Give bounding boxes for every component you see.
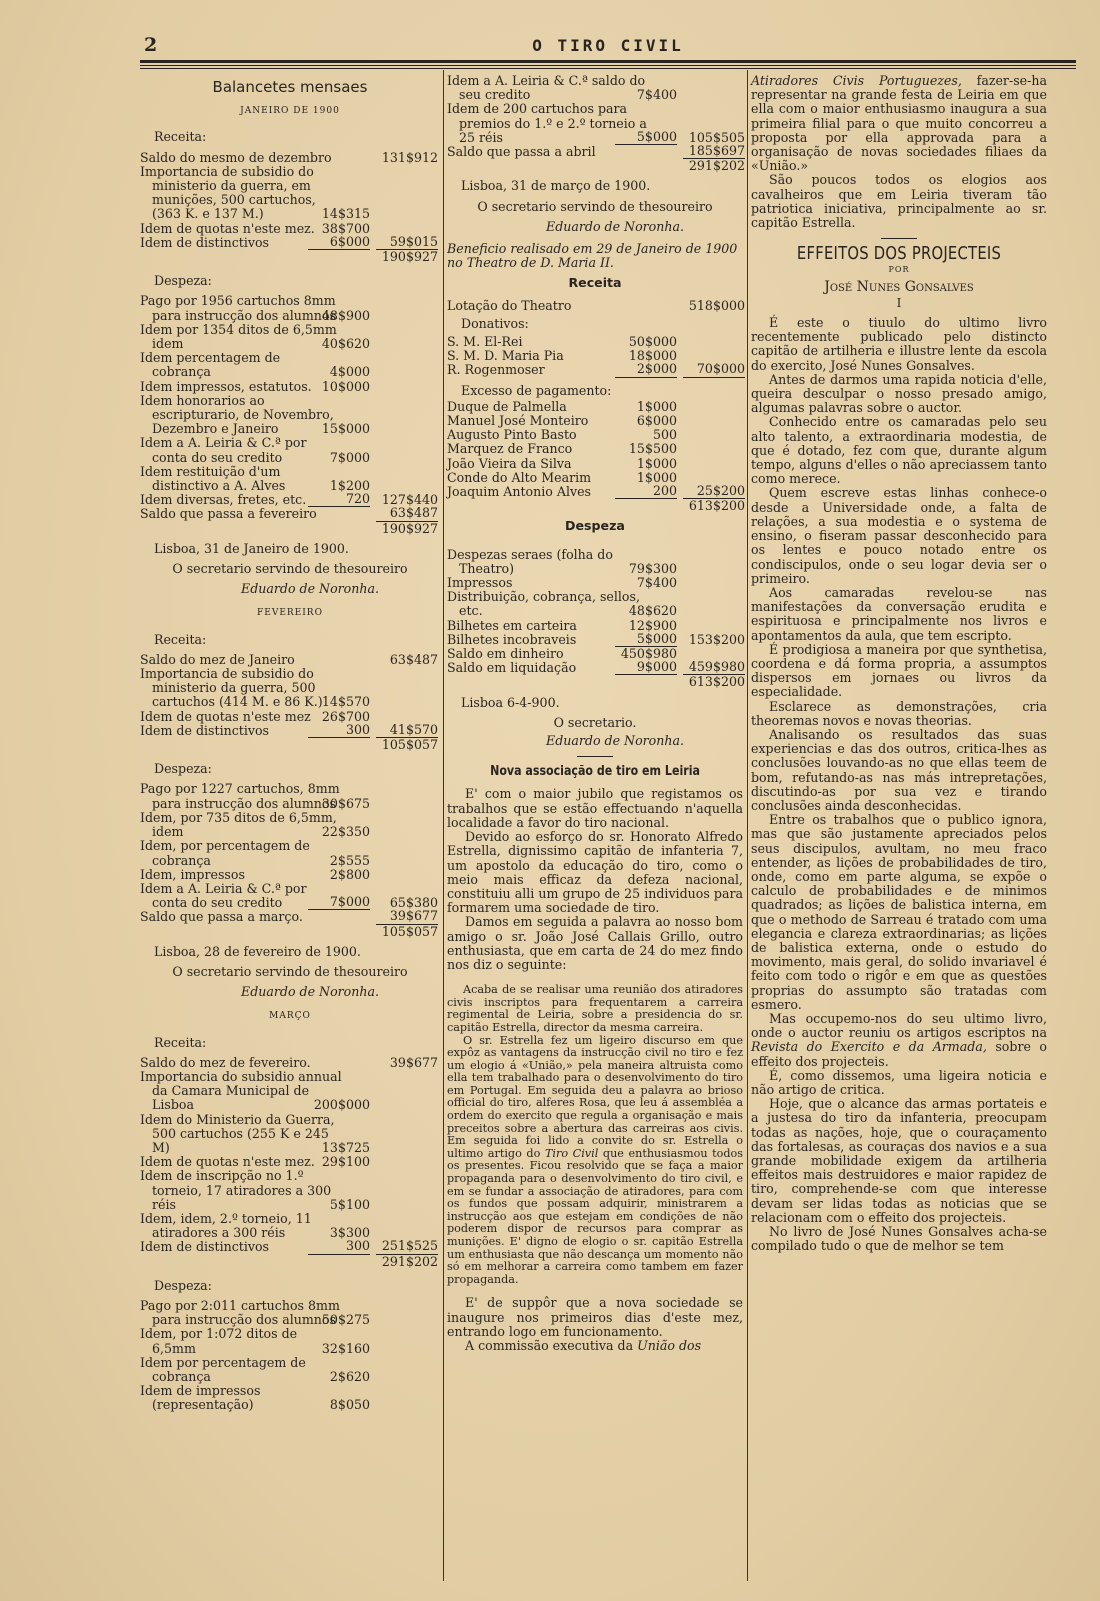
paragraph: É este o tiuulo do ultimo livro recentemente publicado pelo distincto capitão de artilheria e illustre lente da escola do exercito, José Nunes Gonsalves. (751, 315, 1047, 373)
divider (577, 756, 613, 757)
ledger-description: Idem a A. Leiria & C.ª por conta do seu credito (140, 880, 307, 911)
receita-label: Receita: (154, 631, 207, 647)
ledger-amount: 7$400 (636, 87, 677, 103)
ledger-amount: 32$160 (321, 1340, 370, 1356)
despeza-label: Despeza: (154, 761, 212, 777)
ledger-row (447, 400, 743, 414)
ledger-row (140, 165, 440, 222)
donativos-label: Donativos: (461, 315, 529, 331)
ledger-despeza-theatro (447, 548, 743, 676)
ledger-amount: 50$000 (628, 334, 677, 350)
ledger-description: Saldo em dinheiro (447, 646, 564, 662)
paragraph: São poucos todos os elogios aos cavalheiros que em Leiria tiveram tão patriotica iniciativa, principalmente ao sr. capitão Estrella. (751, 172, 1047, 231)
ledger-row (447, 630, 745, 647)
ledger-amount: 15$500 (628, 441, 677, 457)
despeza-heading: Despeza (565, 518, 625, 534)
ledger-amount: 500 (652, 427, 677, 443)
column-middle (447, 74, 743, 1353)
ledger-row (140, 721, 440, 738)
ledger-subtotal: 39$677 (376, 909, 438, 924)
ledger-subtotal: 25$200 (683, 484, 745, 499)
paragraph: No livro de José Nunes Gonsalves acha-se compilado tudo o que de melhor se tem (751, 1224, 1047, 1254)
ledger-description: Conde do Alto Mearim (447, 469, 592, 485)
month-heading-marco: MARÇO (269, 1011, 311, 1022)
ledger-row (140, 868, 440, 882)
ledger-description: Importancia de subsidio do ministerio da guerra, em munições, 500 cartuchos, (363 K. e 137 M.) (140, 163, 316, 222)
paragraph: Esclarece as demonstrações, cria theoremas novos e novas theorias. (751, 698, 1047, 728)
ledger-amount: 9$000 (615, 660, 677, 675)
paragraph: Conhecido entre os camaradas pelo seu alto talento, a extraordinaria modestia, de que é dotado, fez com que, durante algum tempo, alguns d'elles o não apreciassem tanto como merece. (751, 414, 1047, 487)
ledger-amount: 3$300 (329, 1225, 370, 1241)
ledger-amount: 2$000 (615, 362, 677, 377)
ledger-description: Distribuição, cobrança, sellos, etc. (447, 589, 640, 619)
ledger-total: 190$927 (381, 520, 438, 536)
receita-label: Receita: (154, 129, 207, 145)
ledger-subtotal: 59$015 (376, 235, 438, 250)
ledger-description: Bilhetes incobraveis (447, 631, 577, 647)
ledger-total: 291$202 (688, 158, 745, 174)
ledger-description: Pago por 2:011 cartuchos 8mm para instrucção dos alumnos (140, 1297, 340, 1328)
ledger-row (140, 323, 440, 351)
paragraph: Quem escreve estas linhas conhece-o desde a Universidade onde, a falta de relações, a sua modestia e o systema de ensino, o fiseram passar desconhecido para os lentes e pouco notado entre os condiscipulos, onde o seu logar devia ser o primeiro. (751, 485, 1047, 586)
ledger-total: 291$202 (381, 1253, 438, 1269)
ledger-row (140, 1056, 440, 1070)
paragraph: Aos camaradas revelou-se nas manifestações da conversação erudita e espirituosa e principalmente nos livros e apontamentos da aula, que tem escripto. (751, 584, 1047, 643)
column-balancetes (140, 74, 440, 1413)
ledger-description: Idem, idem, 2.º torneio, 11 atiradores a 300 réis (140, 1210, 312, 1241)
ledger-description: Idem restituição d'um distinctivo a A. Alves (140, 463, 286, 494)
ledger-total: 613$200 (688, 498, 745, 514)
ledger-description: Saldo que passa a fevereiro (140, 506, 317, 522)
ledger-description: Idem de 200 cartuchos para premios do 1.º e 2.º torneio a 25 réis (447, 101, 647, 145)
ledger-amount: 5$100 (329, 1196, 370, 1212)
ledger-description: Idem de distinctivos (140, 1239, 270, 1255)
author-name: José Nunes Gonsalves (824, 278, 974, 295)
ledger-fev-receita (140, 653, 440, 738)
ledger-amount: 5$000 (615, 632, 677, 647)
ledger-description: Idem, impressos (140, 866, 245, 882)
paragraph: Analisando os resultados das suas experiencias e das dos outros, critica-lhes as conclusões louvando-as no que ellas teem de bom, refutando-as nas más intrepretações, discutindo-as por sua vez e tirando conclusões ainda desconhecidas. (751, 726, 1047, 813)
ledger-description: Idem, por percentagem de cobrança (140, 838, 310, 868)
ledger-subtotal: 41$570 (376, 723, 438, 738)
column-right (751, 74, 1047, 1253)
divider (881, 238, 917, 239)
ledger-amount: 8$050 (329, 1397, 370, 1413)
ledger-row (140, 882, 440, 910)
ledger-row (140, 1169, 440, 1212)
paragraph: A commissão executiva da União dos (465, 1337, 702, 1353)
header-rule-thin-2 (140, 68, 1076, 69)
ledger-amount: 720 (308, 492, 370, 507)
ledger-description: João Vieira da Silva (447, 455, 572, 471)
ledger-description: Idem a A. Leiria & C.ª saldo do seu credito (447, 73, 646, 103)
secretary-line: O secretario servindo de thesoureiro (477, 198, 713, 214)
page-header (140, 28, 1076, 60)
ledger-description: Manuel José Monteiro (447, 413, 589, 429)
ledger-amount: 7$000 (329, 449, 370, 465)
ledger-row (140, 1327, 440, 1355)
date-line: Lisboa 6-4-900. (461, 694, 560, 710)
ledger-row (447, 457, 743, 471)
ledger-amount: 10$000 (321, 378, 370, 394)
date-line: Lisboa, 31 de março de 1900. (461, 178, 651, 194)
secretary-line: O secretario servindo de thesoureiro (172, 963, 408, 979)
ledger-amount: 300 (308, 1239, 370, 1254)
ledger-amount: 30$675 (321, 795, 370, 811)
ledger-total: 105$057 (381, 737, 438, 753)
ledger-amount: 15$000 (321, 421, 370, 437)
ledger-mar-receita (140, 1056, 440, 1255)
despeza-label: Despeza: (154, 273, 212, 289)
ledger-amount: 7$000 (308, 895, 370, 910)
paragraph: É, como dissemos, uma ligeira noticia e não artigo de critica. (751, 1067, 1047, 1098)
ledger-row (447, 576, 743, 590)
ledger-amount: 200 (615, 484, 677, 499)
ledger-amount: 5$000 (615, 130, 677, 145)
ledger-description: Pago por 1956 cartuchos 8mm para instrucção dos alumnos (140, 293, 336, 323)
ledger-row (447, 145, 743, 159)
paragraph: Entre os trabalhos que o publico ignora, mas que são justamente apreciados pelos seus discipulos, avultam, no meu fraco entender, as lições de probabilidades de tiro, onde, como em parte alguma, se expõe o calculo de probabilidades e de minimos quadrados; as lições de balistica interna, em que o methodo de Sarreau é tratado com uma elegancia e clareza extraordinarias; as lições de balistica externa, onde o estudo do movimento, mais geral, do solido invariavel é feito com todo o rigôr e em que as questões proprias do assumpto são tratadas com esmero. (751, 812, 1047, 1012)
ledger-row (140, 1070, 440, 1113)
ledger-mar-despeza (140, 1299, 440, 1413)
ledger-row: Lotação do Theatro 518$000 (447, 297, 745, 313)
ledger-description: Idem a A. Leiria & C.ª por conta do seu credito (140, 435, 307, 465)
paragraph: Damos em seguida a palavra ao nosso bom amigo o sr. João José Callais Grillo, outro enthusiasta, que em carta de 24 do mez findo nos diz o seguinte: (447, 914, 743, 972)
ledger-description: Idem diversas, fretes, etc. (140, 492, 307, 508)
column-divider-2 (747, 70, 748, 1581)
ledger-amount: 48$900 (321, 307, 370, 323)
ledger-description: Idem de quotas n'este mez (140, 708, 311, 724)
ledger-row (140, 1155, 440, 1169)
ledger-subtotal: 70$000 (683, 362, 745, 377)
ledger-amount: 18$000 (628, 348, 677, 364)
ledger-amount: 14$315 (321, 206, 370, 222)
ledger-row (447, 442, 743, 456)
ledger-excesso (447, 400, 743, 499)
ledger-row (447, 661, 743, 675)
ledger-description: Idem, por 735 ditos de 6,5mm, idem (140, 809, 337, 840)
ledger-row (140, 1299, 440, 1327)
section-title: Balancetes mensaes (212, 78, 368, 96)
header-rule-thin (140, 65, 1076, 66)
ledger-row (140, 233, 440, 250)
date-line: Lisboa, 31 de Janeiro de 1900. (154, 540, 349, 556)
quoted-paragraph: Acaba de se realisar uma reunião dos atiradores civis inscriptos para frequentarem a carreira regimental de Leiria, sobre a presidencia do sr. capitão Estrella, director da mesma carreira. (447, 983, 743, 1034)
ledger-description: Saldo do mesmo de dezembro (140, 149, 332, 165)
ledger-row (447, 590, 743, 618)
ledger-row (140, 1240, 440, 1254)
ledger-amount: 79$300 (628, 560, 677, 576)
ledger-description: Bilhetes em carteira (447, 617, 577, 633)
ledger-row (140, 151, 440, 165)
ledger-row (140, 1356, 440, 1384)
ledger-description: Joaquim Antonio Alves (447, 484, 592, 500)
newspaper-title: O TIRO CIVIL (532, 36, 684, 55)
ledger-amount: 300 (308, 723, 370, 738)
paragraph: E' de suppôr que a nova sociedade se inaugure nos primeiros dias d'este mez, entrando logo em funcionamento. (447, 1295, 743, 1339)
ledger-total: 105$057 (381, 923, 438, 939)
ledger-subtotal: 131$912 (381, 149, 438, 165)
ledger-row (447, 335, 743, 349)
signature: Eduardo de Noronha. (546, 733, 684, 749)
ledger-row (447, 363, 743, 377)
month-heading-janeiro: JANEIRO DE 1900 (240, 106, 340, 117)
ledger-description: Idem de quotas n'este mez. (140, 220, 315, 236)
ledger-row (140, 465, 440, 493)
ledger-row (140, 910, 440, 924)
ledger-description: Importancia do subsidio annual da Camara Municipal de Lisboa (140, 1068, 342, 1113)
secretary-line: O secretario. (553, 714, 637, 730)
ledger-description: Idem de quotas n'este mez. (140, 1154, 315, 1170)
ledger-description: Idem honorarios ao escripturario, de Novembro, Dezembro e Janeiro (140, 392, 334, 437)
ledger-amount: 450$980 (620, 646, 677, 662)
ledger-amount: 2$800 (329, 866, 370, 882)
ledger-description: Idem, por 1:072 ditos de 6,5mm (140, 1326, 298, 1356)
paragraph: É prodigiosa a maneira por que synthetisa, coordena e dá forma propria, a assumptos dispersos em jornaes ou livros da especialidade. (751, 641, 1047, 700)
ledger-subtotal: 63$487 (389, 651, 438, 667)
ledger-amount: 200$000 (313, 1097, 370, 1113)
chapter-number: I (896, 295, 902, 310)
ledger-amount: 22$350 (321, 824, 370, 840)
ledger-row (447, 74, 743, 102)
paragraph: Atiradores Civis Portuguezes, fazer-se-ha representar na grande festa de Leiria em que ella com o maior enthusiasmo inaugura a sua primeira filial para o que muito concorreu a proposta por ella approvada para a organisação de novas sociedades filiaes da «União.» (751, 73, 1047, 174)
ledger-description: Idem por percentagem de cobrança (140, 1354, 306, 1384)
ledger-row (447, 548, 743, 576)
ledger-subtotal: 65$380 (389, 895, 438, 911)
ledger-description: Idem de inscripção no 1.º torneio, 17 atiradores a 300 réis (140, 1168, 332, 1212)
ledger-total: 190$927 (381, 249, 438, 265)
ledger-amount: 1$200 (329, 478, 370, 494)
benefit-title: Beneficio realisado em 29 de Janeiro de 1900 no Theatro de D. Maria II. (447, 241, 738, 271)
paragraph: Antes de darmos uma rapida noticia d'elle, queira desculpar o nosso presado amigo, algumas palavras sobre o auctor. (751, 371, 1047, 416)
excesso-label: Excesso de pagamento: (461, 382, 612, 398)
ledger-row (140, 667, 440, 710)
article-title: Nova associação de tiro em Leiria (490, 764, 700, 780)
ledger-subtotal: 251$525 (376, 1239, 438, 1254)
ledger-description: Idem impressos, estatutos. (140, 378, 312, 394)
date-line: Lisboa, 28 de fevereiro de 1900. (154, 943, 361, 959)
ledger-description: Idem de impressos (representação) (140, 1383, 261, 1413)
ledger-amount: 38$700 (321, 220, 370, 236)
ledger-description: Saldo que passa a abril (447, 144, 596, 160)
ledger-row (140, 653, 440, 667)
paragraph: Hoje, que o alcance das armas portateis e a justesa do tiro da infanteria, preocupam todas as nações, hoje, que o couraçamento das fortalesas, as couraças dos navios e a sua grande mobilidade exigem da artilheria effeitos mais destruidores e maior rapidez de tiro, comprehende-se com que interesse devam ser lidas todas as noticias que se relacionam com o effeito dos projecteis. (751, 1096, 1047, 1225)
ledger-amount: 4$000 (329, 364, 370, 380)
ledger-row (140, 1113, 440, 1156)
ledger-description: Saldo do mez de fevereiro. (140, 1054, 311, 1070)
ledger-amount: 13$725 (321, 1139, 370, 1155)
ledger-mar-cont (447, 74, 743, 159)
signature: Eduardo de Noronha. (241, 581, 379, 597)
secretary-line: O secretario servindo de thesoureiro (172, 561, 408, 577)
ledger-description: Saldo do mez de Janeiro (140, 651, 295, 667)
signature: Eduardo de Noronha. (546, 218, 684, 234)
ledger-description: S. M. D. Maria Pia (447, 348, 564, 364)
ledger-amount: 1$000 (636, 469, 677, 485)
article-title: EFFEITOS DOS PROJECTEIS (796, 243, 1002, 265)
ledger-subtotal: 153$200 (688, 631, 745, 647)
ledger-description: Saldo que passa a março. (140, 909, 303, 925)
ledger-fev-despeza (140, 782, 440, 924)
ledger-row (447, 428, 743, 442)
paragraph: Mas occupemo-nos do seu ultimo livro, onde o auctor reuniu os artigos escriptos na Revista do Exercito e da Armada, sobre o effeito dos projecteis. (751, 1011, 1047, 1069)
ledger-row (140, 782, 440, 810)
ledger-subtotal: 459$980 (683, 660, 745, 675)
ledger-amount: 7$400 (636, 575, 677, 591)
ledger-amount: 29$100 (321, 1154, 370, 1170)
receita-label: Receita: (154, 1034, 207, 1050)
ledger-amount: 26$700 (321, 708, 370, 724)
ledger-description: Idem por 1354 ditos de 6,5mm idem (140, 321, 337, 352)
quoted-paragraph: O sr. Estrella fez um ligeiro discurso em que expôz as vantagens da instrucção civil no tiro e fez um elogio á «União,» pela maneira altruista como ella tem trabalhado para o desenvolvimento do tiro em Portugal. Em seguida deu a palavra ao brioso official do tiro, alferes Rosa, que leu á assembléa a ordem do exercito que regula a organisação e mais preceitos sobre a abertura das carreiras aos civis. Em seguida foi lido a convite do sr. Estrella o ultimo artigo do Tiro Civil que enthusiasmou todos os presentes. Ficou resolvido que se faça a maior propaganda para o desenvolvimento do tiro civil, e em se fundar a associação de atiradores, para com os fundos que possam adquirir, ministrarem a instrucção aos que estejam em condições de não poderem dispor de recursos para comprar as munições. E' digno de elogio o sr. capitão Estrella um enthusiasta que não descança um momento não só em melhorar a carreira como tambem em fazer propaganda. (447, 1033, 744, 1286)
ledger-jan-receita (140, 151, 440, 250)
ledger-total: 613$200 (688, 674, 745, 690)
ledger-row (447, 485, 743, 499)
ledger-row (140, 436, 440, 464)
ledger-amount: 6$000 (308, 235, 370, 250)
ledger-row (140, 351, 440, 379)
ledger-description: Despezas seraes (folha do Theatro) (447, 546, 613, 576)
ledger-row (140, 294, 440, 322)
byline-por: POR (888, 265, 910, 275)
ledger-description: Idem percentagem de cobrança (140, 350, 281, 380)
ledger-row (140, 839, 440, 867)
ledger-description: S. M. El-Rei (447, 334, 523, 350)
ledger-amount: 14$570 (321, 694, 370, 710)
ledger-amount: 6$000 (636, 413, 677, 429)
ledger-row (447, 414, 743, 428)
receita-heading: Receita (568, 275, 622, 291)
ledger-row (447, 619, 743, 633)
ledger-amount: 40$620 (321, 336, 370, 352)
ledger-description: Idem de distinctivos (140, 722, 270, 738)
ledger-amount: 2$620 (329, 1368, 370, 1384)
ledger-amount: 48$620 (628, 603, 677, 619)
ledger-description: Impressos (447, 575, 513, 591)
month-heading-fevereiro: FEVEREIRO (257, 608, 323, 619)
ledger-donativos (447, 335, 743, 378)
header-rule (140, 60, 1076, 63)
paragraph: E' com o maior jubilo que registamos os trabalhos que se estão effectuando n'aquella localidade a favor do tiro nacional. (447, 786, 743, 830)
ledger-amount: 1$000 (636, 398, 677, 414)
ledger-row (140, 507, 440, 521)
ledger-row (140, 380, 440, 394)
ledger-description: Importancia de subsidio do ministerio da guerra, 500 cartuchos (414 M. e 86 K.) (140, 666, 323, 710)
ledger-description: Idem do Ministerio da Guerra, 500 cartuchos (255 K e 245 M) (140, 1111, 335, 1155)
ledger-description: R. Rogenmoser (447, 362, 545, 378)
ledger-description: Saldo em liquidação (447, 660, 577, 676)
ledger-subtotal: 39$677 (389, 1054, 438, 1070)
ledger-subtotal: 127$440 (381, 492, 438, 508)
signature: Eduardo de Noronha. (241, 984, 379, 1000)
ledger-description: Pago por 1227 cartuchos, 8mm para instrucção dos alumnos (140, 781, 340, 811)
ledger-row (140, 1384, 440, 1412)
ledger-subtotal: 105$505 (688, 129, 745, 145)
ledger-description: Duque de Palmella (447, 398, 567, 414)
ledger-subtotal: 63$487 (376, 506, 438, 521)
ledger-row (447, 102, 743, 145)
ledger-row (140, 811, 440, 839)
ledger-description: Augusto Pinto Basto (447, 427, 577, 443)
ledger-amount: 50$275 (321, 1312, 370, 1328)
paragraph: Devido ao esforço do sr. Honorato Alfredo Estrella, dignissimo capitão de infanteria 7, um apostolo da educação do tiro, como o meio mais efficaz da defeza nacional, constituiu alli um grupo de 25 individuos para formarem uma sociedade de tiro. (447, 829, 743, 916)
ledger-amount: 1$000 (636, 455, 677, 471)
ledger-description: Marquez de Franco (447, 441, 573, 457)
ledger-row (140, 394, 440, 437)
ledger-amount: 2$555 (329, 852, 370, 868)
despeza-label: Despeza: (154, 1277, 212, 1293)
ledger-description: Idem de distinctivos (140, 234, 270, 250)
ledger-jan-despeza (140, 294, 440, 521)
ledger-row (140, 1212, 440, 1240)
column-divider-1 (443, 70, 444, 1581)
ledger-amount: 12$900 (628, 617, 677, 633)
page-number: 2 (144, 34, 158, 56)
ledger-subtotal: 185$697 (683, 144, 745, 159)
